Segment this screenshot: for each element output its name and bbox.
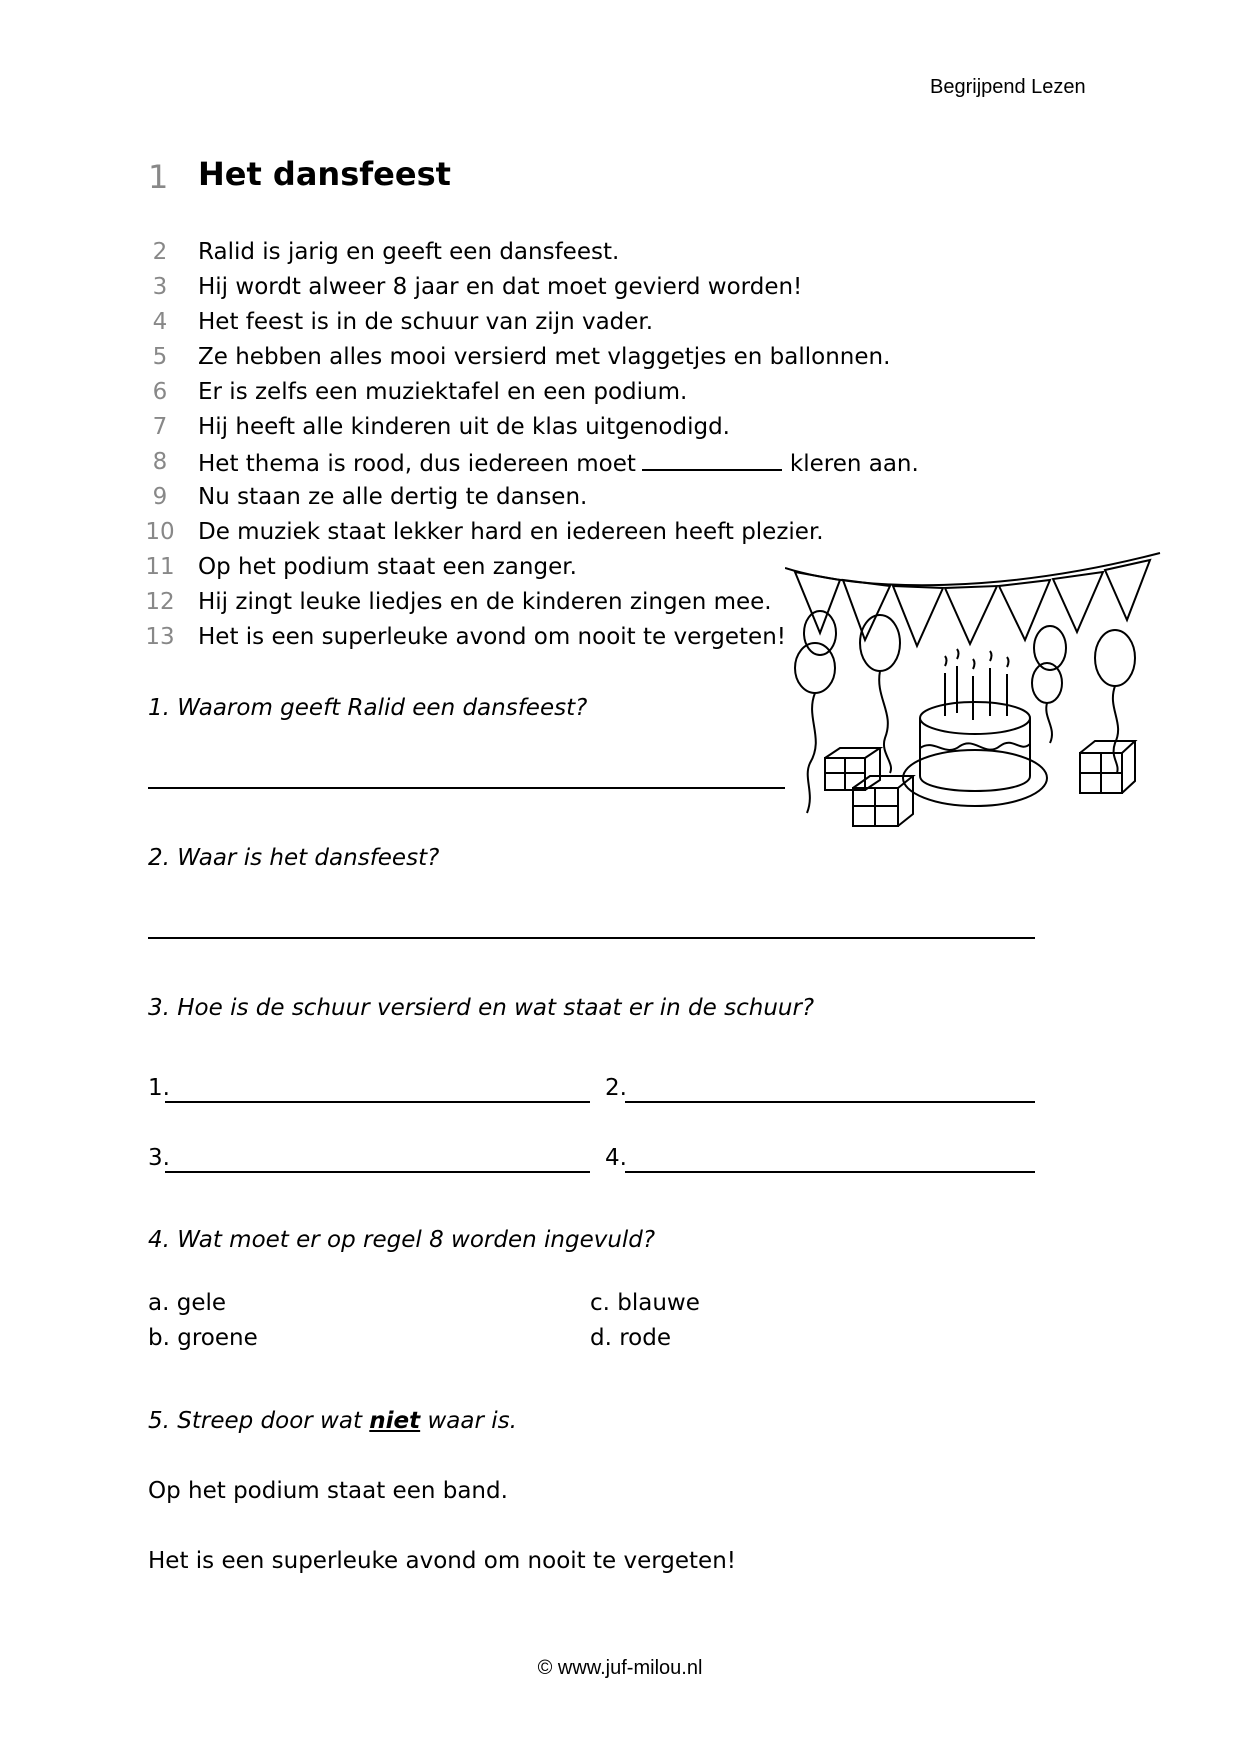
answer-label: 3. <box>148 1145 170 1171</box>
line-number: 3 <box>152 274 168 300</box>
page-title: Het dansfeest <box>198 155 451 193</box>
line-number: 13 <box>145 624 175 650</box>
title-line-number: 1 <box>148 158 169 196</box>
story-line-part: kleren aan. <box>789 451 919 477</box>
birthday-cake-icon <box>903 649 1047 806</box>
option-d[interactable]: d. rode <box>590 1325 671 1351</box>
balloon-icon <box>1032 626 1066 743</box>
fill-in-blank[interactable] <box>642 449 782 471</box>
line-number: 11 <box>145 554 175 580</box>
story-line: Hij heeft alle kinderen uit de klas uitgenodigd. <box>198 414 730 440</box>
answer-label: 2. <box>605 1075 627 1101</box>
answer-line-q1[interactable] <box>148 787 785 789</box>
gift-icon <box>825 748 880 790</box>
story-line: Ralid is jarig en geeft een dansfeest. <box>198 239 620 265</box>
line-number: 9 <box>152 484 168 510</box>
line-number: 8 <box>152 449 168 475</box>
line-number: 12 <box>145 589 175 615</box>
question-5-part: 5. Streep door wat <box>148 1408 370 1434</box>
party-illustration <box>785 548 1165 848</box>
question-5 <box>148 1408 517 1434</box>
balloon-icon <box>795 611 836 813</box>
story-line-with-blank <box>198 449 919 477</box>
answer-label: 1. <box>148 1075 170 1101</box>
story-line: Het is een superleuke avond om nooit te vergeten! <box>198 624 786 650</box>
answer-line-q3-2[interactable] <box>625 1101 1035 1103</box>
story-line: Nu staan ze alle dertig te dansen. <box>198 484 588 510</box>
answer-line-q3-3[interactable] <box>165 1171 590 1173</box>
answer-label: 4. <box>605 1145 627 1171</box>
story-line: Er is zelfs een muziektafel en een podium. <box>198 379 688 405</box>
statement[interactable]: Het is een superleuke avond om nooit te vergeten! <box>148 1548 736 1574</box>
header-subject: Begrijpend Lezen <box>930 76 1086 98</box>
question-5-part: waar is. <box>420 1408 517 1434</box>
story-line: De muziek staat lekker hard en iedereen heeft plezier. <box>198 519 824 545</box>
line-number: 6 <box>152 379 168 405</box>
line-number: 5 <box>152 344 168 370</box>
story-line: Het feest is in de schuur van zijn vader. <box>198 309 654 335</box>
line-number: 7 <box>152 414 168 440</box>
line-number: 10 <box>145 519 175 545</box>
question-2: 2. Waar is het dansfeest? <box>148 845 440 871</box>
gift-icon <box>853 776 913 826</box>
option-a[interactable]: a. gele <box>148 1290 227 1316</box>
story-line: Hij wordt alweer 8 jaar en dat moet gevierd worden! <box>198 274 803 300</box>
question-3: 3. Hoe is de schuur versierd en wat staat er in de schuur? <box>148 995 815 1021</box>
bunting-icon <box>785 553 1160 646</box>
footer-copyright: © www.juf-milou.nl <box>537 1657 703 1679</box>
balloon-icon <box>1095 630 1135 773</box>
question-4: 4. Wat moet er op regel 8 worden ingevuld? <box>148 1227 656 1253</box>
story-line: Op het podium staat een zanger. <box>198 554 577 580</box>
option-c[interactable]: c. blauwe <box>590 1290 700 1316</box>
story-line: Hij zingt leuke liedjes en de kinderen zingen mee. <box>198 589 772 615</box>
question-5-emphasis: niet <box>369 1408 421 1434</box>
statement[interactable]: Op het podium staat een band. <box>148 1478 508 1504</box>
question-1: 1. Waarom geeft Ralid een dansfeest? <box>148 695 588 721</box>
answer-line-q2[interactable] <box>148 937 1035 939</box>
answer-line-q3-1[interactable] <box>165 1101 590 1103</box>
line-number: 4 <box>152 309 168 335</box>
option-b[interactable]: b. groene <box>148 1325 258 1351</box>
gift-icon <box>1080 741 1135 793</box>
line-number: 2 <box>152 239 168 265</box>
story-line-part: Het thema is rood, dus iedereen moet <box>198 451 636 477</box>
answer-line-q3-4[interactable] <box>625 1171 1035 1173</box>
story-line: Ze hebben alles mooi versierd met vlaggetjes en ballonnen. <box>198 344 891 370</box>
